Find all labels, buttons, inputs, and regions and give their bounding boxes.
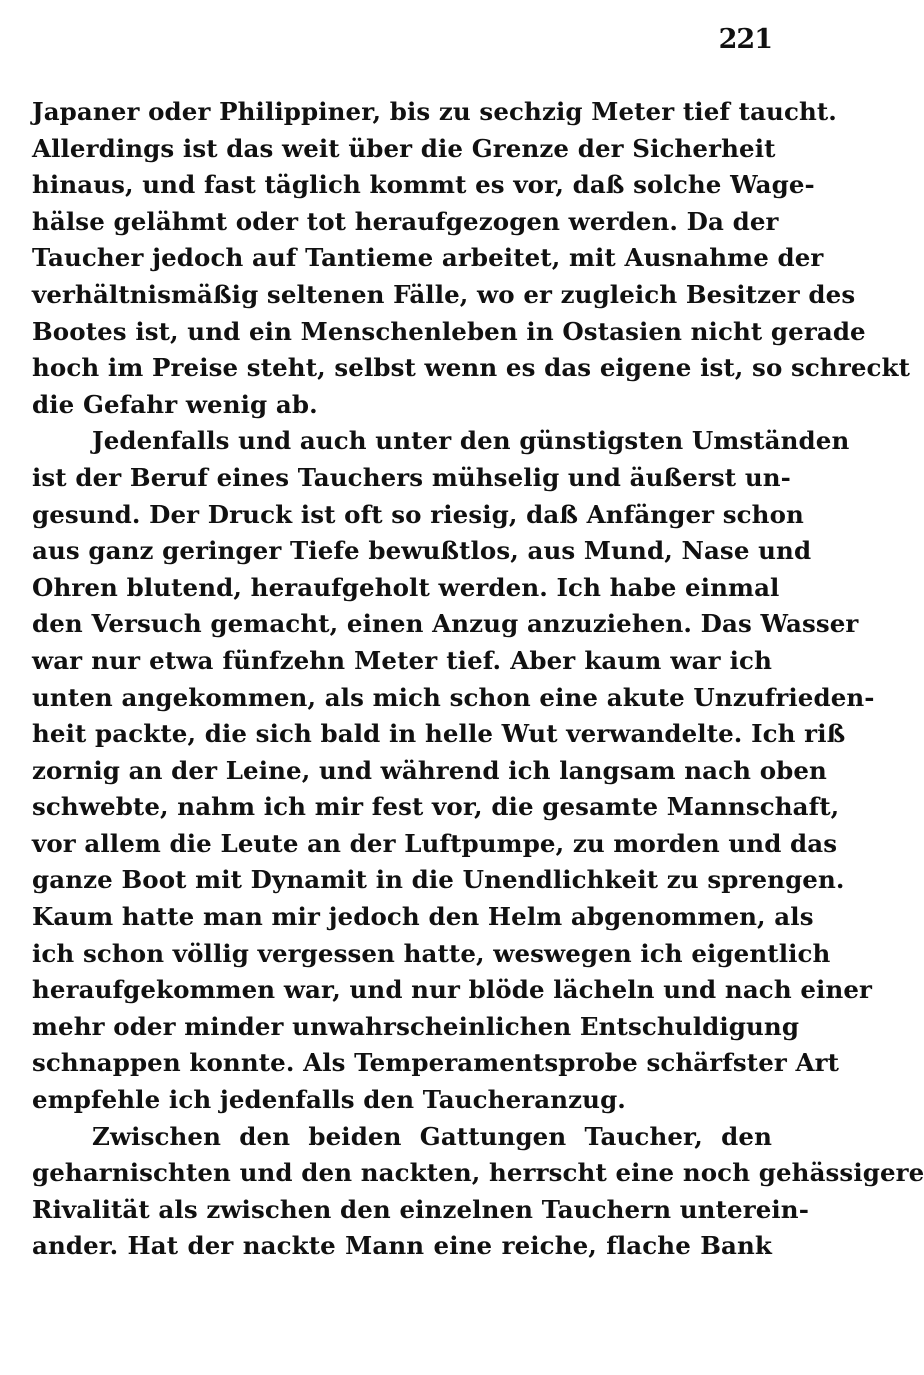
text-line: Allerdings ist das weit über die Grenze der Sicherheit [32,133,776,163]
text-line: geharnischten und den nackten, herrscht eine noch gehässigere [32,1158,924,1188]
page-number: 221 [718,24,772,55]
text-line: hoch im Preise steht, selbst wenn es das eigene ist, so schreckt [32,353,911,383]
text-line: heit packte, die sich bald in helle Wut verwandelte. Ich riß [32,719,846,749]
text-line: ist der Beruf eines Tauchers mühselig und äußerst un- [32,462,791,492]
text-line: Jedenfalls und auch unter den günstigsten Umständen [92,426,850,456]
text-line: schnappen konnte. Als Temperamentsprobe schärfster Art [32,1048,840,1078]
text-line: Zwischen den beiden Gattungen Taucher, den [92,1121,772,1151]
text-line: Kaum hatte man mir jedoch den Helm abgenommen, als [32,902,814,932]
text-line: Japaner oder Philippiner, bis zu sechzig Meter tief taucht. [32,97,837,126]
text-line: schwebte, nahm ich mir fest vor, die gesamte Mannschaft, [32,792,840,822]
text-line: verhältnismäßig seltenen Fälle, wo er zugleich Besitzer des [32,279,856,309]
text-line: ganze Boot mit Dynamit in die Unendlichkeit zu sprengen. [32,865,845,895]
text-line: unten angekommen, als mich schon eine akute Unzufrieden- [32,682,875,712]
text-line: hinaus, und fast täglich kommt es vor, daß solche Wage- [32,170,815,200]
text-line: war nur etwa fünfzehn Meter tief. Aber kaum war ich [32,645,772,675]
text-line: Ohren blutend, heraufgeholt werden. Ich habe einmal [32,572,780,602]
text-line: ich schon völlig vergessen hatte, weswegen ich eigentlich [32,938,831,968]
text-line: den Versuch gemacht, einen Anzug anzuziehen. Das Wasser [32,609,859,639]
text-line: Taucher jedoch auf Tantieme arbeitet, mit Ausnahme der [32,243,824,273]
text-line: vor allem die Leute an der Luftpumpe, zu morden und das [32,828,838,858]
paragraph-1 [32,94,911,423]
text-line: die Gefahr wenig ab. [32,389,318,419]
paragraph-2 [32,423,875,1118]
text-line: Rivalität als zwischen den einzelnen Tauchern unterein- [32,1194,809,1224]
text-line: gesund. Der Druck ist oft so riesig, daß Anfänger schon [32,499,804,529]
paragraph-3 [32,1119,924,1265]
text-line: zornig an der Leine, und während ich langsam nach oben [32,755,827,785]
text-line: Bootes ist, und ein Menschenleben in Ostasien nicht gerade [32,316,866,346]
text-line: empfehle ich jedenfalls den Taucheranzug. [32,1085,626,1115]
text-line: mehr oder minder unwahrscheinlichen Entschuldigung [32,1011,800,1041]
text-line: heraufgekommen war, und nur blöde lächeln und nach einer [32,975,873,1005]
text-line: aus ganz geringer Tiefe bewußtlos, aus Mund, Nase und [32,536,812,566]
text-line: ander. Hat der nackte Mann eine reiche, flache Bank [32,1231,772,1261]
body-text [32,94,924,1265]
text-line: hälse gelähmt oder tot heraufgezogen werden. Da der [32,206,779,236]
